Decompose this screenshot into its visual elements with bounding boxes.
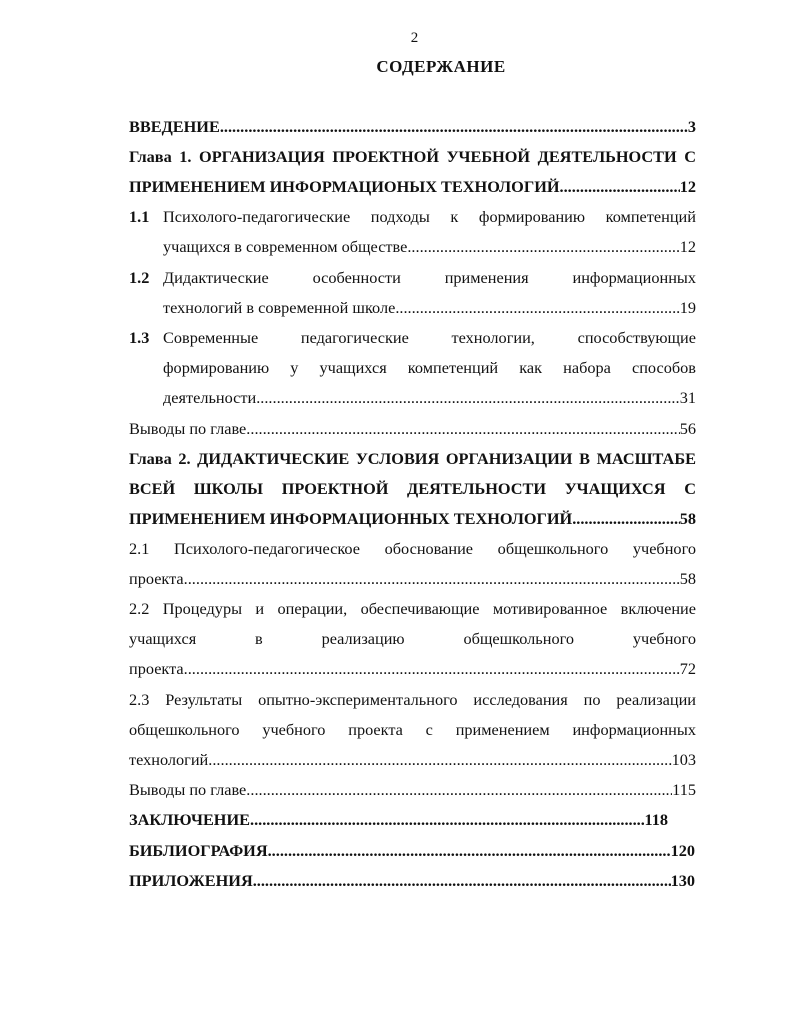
toc-entry-label: ВВЕДЕНИЕ	[129, 117, 220, 136]
toc-chapter-2-line-3[interactable]	[129, 509, 696, 531]
word: учебного	[632, 539, 696, 558]
toc-section-1-2-line-2[interactable]	[129, 298, 696, 320]
word: 1.	[179, 147, 192, 166]
word: Глава	[129, 147, 172, 166]
toc-entry-page: 130	[670, 871, 695, 890]
word: общешкольного	[129, 720, 240, 739]
word: применения	[444, 268, 529, 287]
word: применением	[455, 720, 550, 739]
word: ПРОЕКТНОЙ	[281, 479, 389, 498]
toc-entry-page: 31	[679, 388, 696, 407]
word: технологии,	[451, 328, 535, 347]
word: УЧЕБНОЙ	[446, 147, 531, 166]
toc-section-2-2-line-3[interactable]	[129, 659, 696, 681]
word: ВСЕЙ	[129, 479, 176, 498]
toc-section-1-3-line-1[interactable]	[129, 328, 696, 350]
toc-section-1-3-line-2[interactable]	[129, 358, 696, 380]
word: Глава	[129, 449, 172, 468]
toc-section-1-2-line-1[interactable]	[129, 268, 696, 290]
dot-leader	[395, 298, 679, 318]
section-number: 1.1	[129, 207, 150, 226]
word: компетенций	[605, 207, 696, 226]
toc-entry-page: 56	[679, 419, 696, 438]
toc-chapter-2-line-1[interactable]	[129, 449, 696, 471]
word: педагогические	[300, 328, 409, 347]
toc-section-2-3-line-1[interactable]	[129, 690, 696, 712]
toc-entry-page: 58	[679, 509, 696, 528]
word: проекта	[348, 720, 403, 739]
dot-leader	[250, 810, 644, 830]
page-number: 2	[410, 30, 419, 46]
word: информационных	[572, 720, 696, 739]
toc-entry-label: ПРИЛОЖЕНИЯ	[129, 871, 253, 890]
toc-section-1-3-line-3[interactable]	[129, 388, 696, 410]
word: ДЕЯТЕЛЬНОСТИ	[407, 479, 547, 498]
dot-leader	[253, 871, 671, 891]
toc-entry-page: 115	[672, 780, 696, 799]
dot-leader	[246, 419, 679, 439]
word: операции,	[277, 599, 348, 618]
toc-entry-page: 103	[671, 750, 696, 769]
toc-entry-page: 72	[679, 659, 696, 678]
word: 2.3	[129, 690, 150, 709]
toc-entry-label: учащихся в современном обществе	[163, 237, 408, 256]
word: особенности	[312, 268, 401, 287]
word: Результаты	[165, 690, 243, 709]
toc-entry-label: проекта	[129, 659, 184, 678]
page-title: СОДЕРЖАНИЕ	[376, 57, 506, 76]
word: МАСШТАБЕ	[596, 449, 696, 468]
word: в	[255, 629, 263, 648]
word: реализации	[616, 690, 696, 709]
word: ОРГАНИЗАЦИЯ	[199, 147, 325, 166]
word: информационных	[572, 268, 696, 287]
section-number: 1.3	[129, 328, 150, 347]
dot-leader	[208, 750, 671, 770]
word: обоснование	[384, 539, 474, 558]
toc-entry-page: 12	[679, 177, 696, 196]
word: компетенций	[407, 358, 499, 377]
toc-entry-conclusion[interactable]	[129, 810, 668, 832]
toc-entry-label: технологий	[129, 750, 209, 769]
toc-entry-page: 118	[644, 810, 668, 829]
word: В	[579, 449, 590, 468]
word: ШКОЛЫ	[193, 479, 264, 498]
toc-entry-page: 58	[679, 569, 696, 588]
toc-section-2-2-line-1[interactable]	[129, 599, 696, 621]
toc-entry-appendices[interactable]	[129, 871, 695, 893]
toc-entry-label: Выводы по главе	[129, 419, 247, 438]
dot-leader	[407, 237, 679, 257]
toc-entry-label: деятельности	[163, 388, 257, 407]
word: С	[684, 479, 696, 498]
word: реализацию	[321, 629, 405, 648]
toc-entry-page: 120	[670, 841, 695, 860]
section-title-line	[163, 328, 696, 348]
toc-entry-chapter-2-conclusions[interactable]	[129, 780, 696, 802]
word: Современные	[163, 328, 259, 347]
toc-section-2-1-line-2[interactable]	[129, 569, 696, 591]
word: учащихся	[129, 629, 197, 648]
toc-entry-label: ПРИМЕНЕНИЕМ ИНФОРМАЦИОНЫХ ТЕХНОЛОГИЙ	[129, 177, 560, 196]
word: формированию	[478, 207, 586, 226]
word: способов	[631, 358, 696, 377]
word: УЧАЩИХСЯ	[564, 479, 666, 498]
dot-leader	[246, 780, 672, 800]
dot-leader	[560, 177, 680, 197]
word: С	[684, 147, 696, 166]
toc-section-2-1-line-1[interactable]	[129, 539, 696, 561]
toc-section-1-1-line-2[interactable]	[129, 237, 696, 259]
dot-leader	[220, 117, 688, 137]
word: по	[583, 690, 601, 709]
word: мотивированное	[492, 599, 608, 618]
word: ОРГАНИЗАЦИИ	[445, 449, 573, 468]
word: подходы	[370, 207, 430, 226]
word: формированию	[163, 358, 270, 377]
toc-section-2-2-line-2[interactable]	[129, 629, 696, 651]
word: ПРОЕКТНОЙ	[332, 147, 440, 166]
toc-section-2-3-line-2[interactable]	[129, 720, 696, 742]
toc-chapter-1-line-1[interactable]	[129, 147, 696, 169]
word: ДЕЯТЕЛЬНОСТИ	[537, 147, 677, 166]
toc-chapter-1-line-2[interactable]	[129, 177, 696, 199]
word: обеспечивающие	[360, 599, 480, 618]
word: Дидактические	[163, 268, 269, 287]
word: Психолого-педагогическое	[174, 539, 360, 558]
word: ДИДАКТИЧЕСКИЕ	[197, 449, 350, 468]
word: как	[519, 358, 543, 377]
word: способствующие	[577, 328, 696, 347]
toc-entry-label: БИБЛИОГРАФИЯ	[129, 841, 268, 860]
toc-section-2-3-line-3[interactable]	[129, 750, 696, 772]
word: УСЛОВИЯ	[355, 449, 440, 468]
word: Процедуры	[162, 599, 243, 618]
word: набора	[563, 358, 611, 377]
word: общешкольного	[463, 629, 575, 648]
word: у	[290, 358, 299, 377]
toc-entry-intro[interactable]	[129, 117, 696, 139]
section-number: 1.2	[129, 268, 150, 287]
word: к	[450, 207, 459, 226]
word: включение	[620, 599, 696, 618]
toc-entry-page: 12	[679, 237, 696, 256]
section-title-line	[163, 207, 696, 227]
word: Психолого-педагогические	[163, 207, 351, 226]
word: учебного	[632, 629, 696, 648]
toc-entry-page: 3	[687, 117, 696, 136]
toc-entry-chapter-1-conclusions[interactable]	[129, 419, 696, 441]
dot-leader	[256, 388, 680, 408]
word: опытно-экспериментального	[258, 690, 458, 709]
toc-entry-label: технологий в современной школе	[163, 298, 396, 317]
word: 2.2	[129, 599, 150, 618]
toc-entry-label: Выводы по главе	[129, 780, 247, 799]
word: и	[255, 599, 265, 618]
word: 2.	[178, 449, 191, 468]
word: исследования	[473, 690, 568, 709]
toc-entry-label: ПРИМЕНЕНИЕМ ИНФОРМАЦИОННЫХ ТЕХНОЛОГИЙ	[129, 509, 573, 528]
dot-leader	[184, 659, 680, 679]
word: учащихся	[319, 358, 387, 377]
section-title-line	[163, 268, 696, 288]
toc-chapter-2-line-2[interactable]	[129, 479, 696, 501]
dot-leader	[572, 509, 680, 529]
toc-entry-bibliography[interactable]	[129, 841, 695, 863]
toc-entry-label: ЗАКЛЮЧЕНИЕ	[129, 810, 250, 829]
toc-entry-page: 19	[679, 298, 696, 317]
dot-leader	[268, 841, 671, 861]
toc-section-1-1-line-1[interactable]	[129, 207, 696, 229]
word: с	[425, 720, 433, 739]
word: учебного	[262, 720, 326, 739]
toc-entry-label: проекта	[129, 569, 184, 588]
word: общешкольного	[497, 539, 609, 558]
word: 2.1	[129, 539, 150, 558]
dot-leader	[184, 569, 680, 589]
